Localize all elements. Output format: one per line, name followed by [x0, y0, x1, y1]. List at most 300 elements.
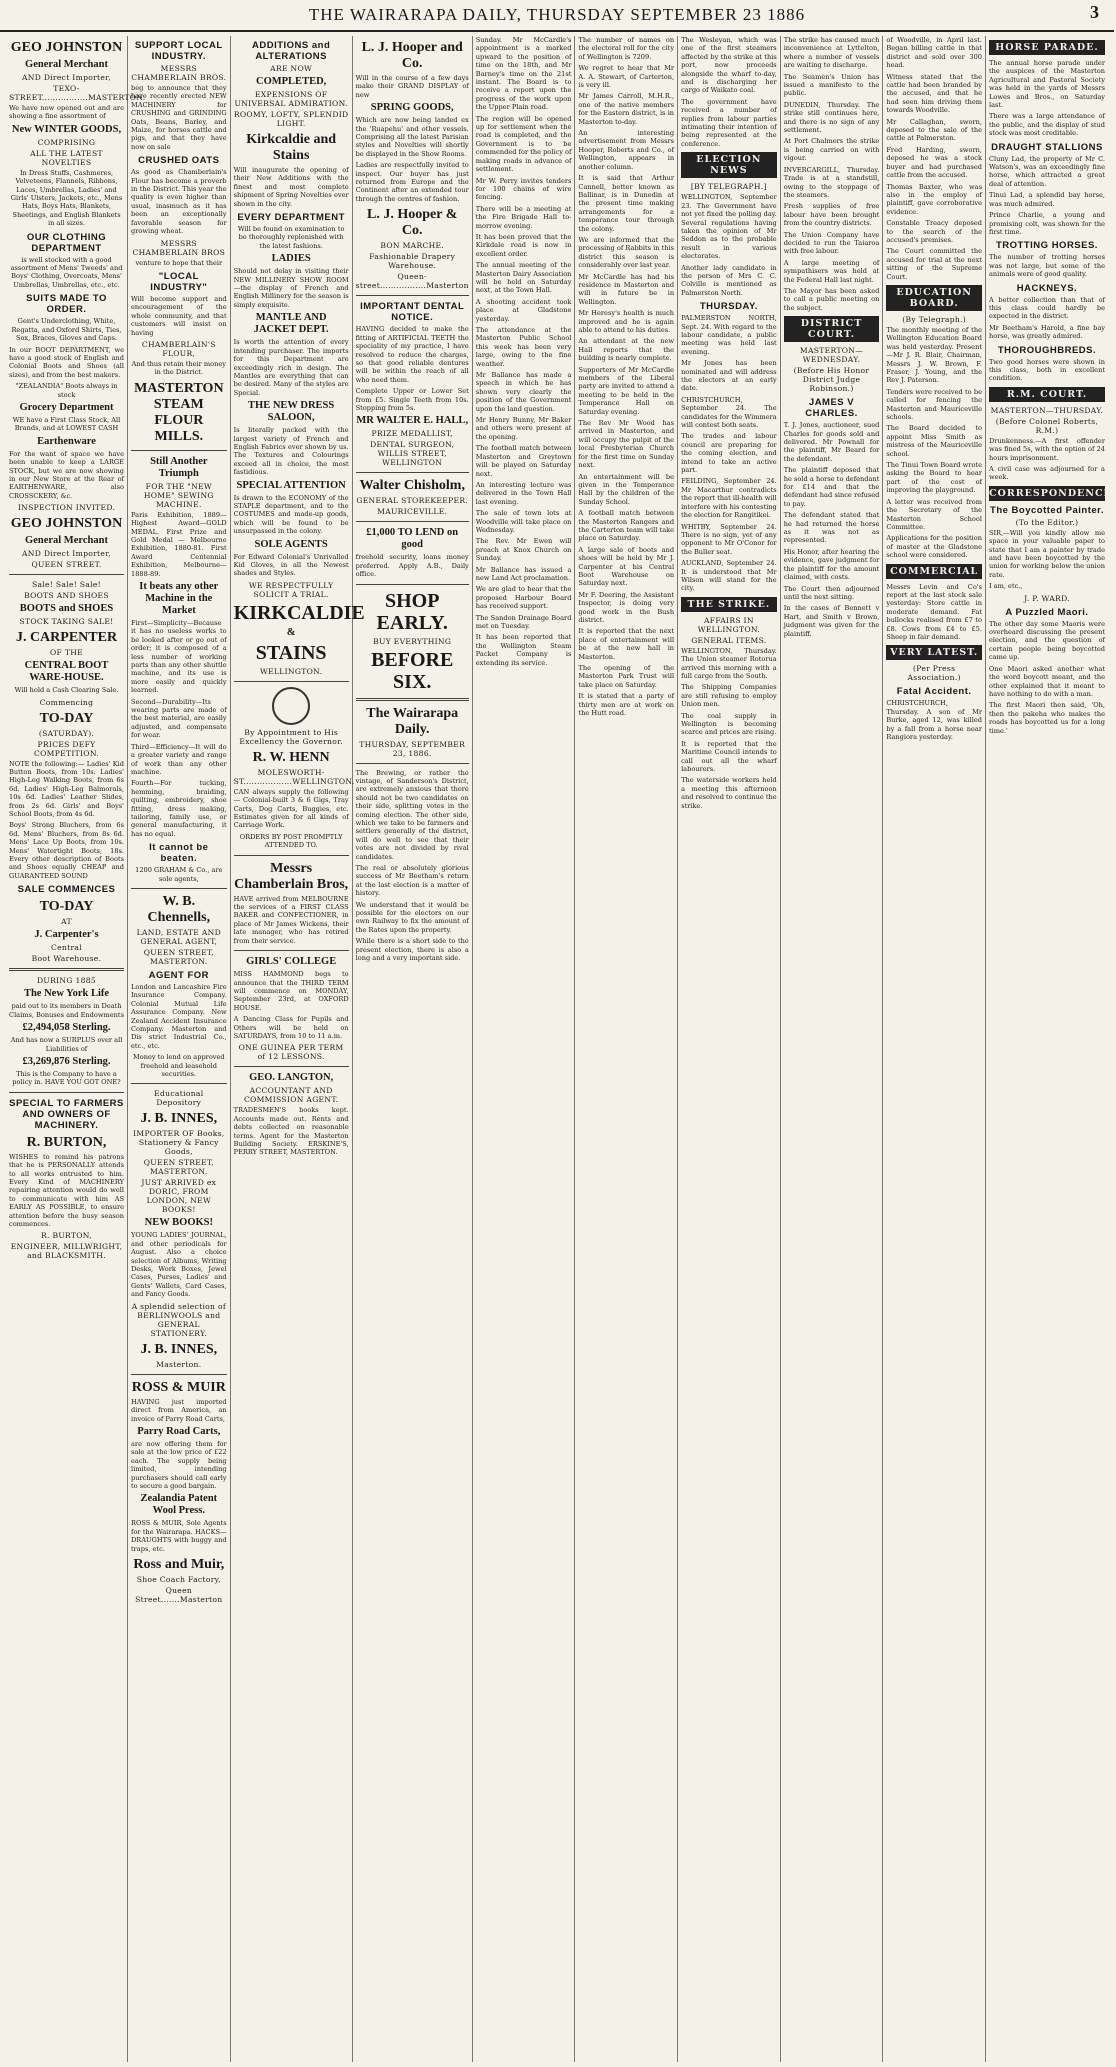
ad-label: ACCOUNTANT AND COMMISSION AGENT.	[243, 1086, 339, 1105]
ad-body: And has now a SURPLUS over all Liabilities of	[10, 1036, 123, 1053]
news-paragraph: Sunday. Mr McCardle's appointment is a marked upward to the position of time on the 18th, and Mr Barney's time on the 21st instant. The Board is to receive a report upon the progress of the work upon the Upper Plain road.	[475, 36, 572, 112]
ad-heading: J. B. INNES,	[140, 1111, 218, 1127]
ad-label: BON MARCHE.	[380, 241, 445, 251]
news-paragraph: Fred Harding, sworn, deposed he was a stock buyer and had purchased cattle from the accused.	[886, 145, 982, 180]
news-paragraph: The Court then adjourned until the next sitting.	[783, 584, 880, 601]
news-paragraph: Mr James Carroll, M.H.R., one of the native members for the Eastern district, is in Masterton to-day.	[578, 92, 675, 126]
ad-heading: It beats any other Machine in the Market	[139, 581, 219, 616]
column-5	[473, 36, 576, 2062]
ad-heading: BOOTS and SHOES	[19, 603, 114, 615]
ad-section: SUITS MADE TO ORDER.	[26, 293, 107, 316]
sub-heading: (Before His Honor District Judge Robinson.)	[793, 366, 870, 394]
ad-label: A splendid selection of BERLINWOOLS and GENERAL STATIONERY.	[131, 1301, 226, 1338]
ad-label: IMPORTER OF Books, Stationery & Fancy Goods,	[133, 1129, 225, 1157]
news-paragraph: An attendant at the new Hall reports that the building is nearly complete.	[578, 337, 675, 363]
ad-heading: £1,000 TO LEND on good	[366, 527, 459, 551]
ad-body: Which are now being landed ex the 'Ruapehu' and other vessels. Comprising all the latest Parisian styles and Novelties will shortly be displayed in the Show Rooms.	[355, 116, 469, 158]
news-paragraph: The number of names on the electoral roll for the city of Wellington is 7209.	[578, 36, 675, 61]
ad-body: Is literally packed with the largest variety of French and English Fabrics ever shown by us. The Textures and Colourings exceed all in choice, the most fastidious.	[233, 426, 349, 477]
ad-body: Gent's Underclothing, White, Regatta, and Oxford Shirts, Ties, Sox, Braces, Gloves and Caps.	[11, 317, 122, 343]
ad-section: AGENT FOR	[148, 969, 210, 981]
section-heading-commercial: COMMERCIAL	[886, 564, 982, 579]
ad-heading: TO-DAY	[39, 710, 94, 726]
section-heading-education-board: EDUCATION BOARD.	[886, 285, 982, 311]
ad-section: SUPPORT LOCAL INDUSTRY.	[134, 40, 223, 62]
ad-heading: J. B. INNES,	[140, 1341, 218, 1357]
ad-heading: ROSS & MUIR	[131, 1379, 226, 1395]
ad-section: It cannot be beaten.	[149, 842, 209, 865]
news-paragraph: The coal supply in Wellington is becoming scarce and prices are rising.	[681, 711, 777, 737]
news-paragraph: WHITBY, September 24. There is no sign, yet of any opponent to Mr O'Conor for the Buller seat.	[681, 522, 777, 556]
news-paragraph: The opening of the Masterton Park Trust will take place on Saturday.	[578, 664, 675, 689]
news-paragraph: Supporters of Mr McCardle members of the Liberal party are invited to attend a meeting to be held in the Temperance Hall on Saturday evening.	[578, 365, 675, 416]
ad-body: Will be found on examination to be thoroughly replenished with the latest fashions.	[237, 225, 345, 250]
news-paragraph: There will be a meeting at the Fire Brigade Hall to-morrow evening.	[475, 204, 572, 230]
newspaper-nameplate: The Wairarapa Daily.	[366, 705, 459, 737]
news-paragraph: It has been proved that the Kirkdale road is now in excellent order.	[475, 232, 572, 258]
ad-heading: New WINTER GOODS,	[11, 123, 122, 135]
sub-heading: A Puzzled Maori.	[1005, 606, 1089, 618]
ad-label: STOCK TAKING SALE!	[19, 617, 114, 627]
news-paragraph: WELLINGTON, September 23. The Government have not yet fixed the polling day. Several regulations having taken the opinion of Mr Seddon as to the probable result in various electorates.	[681, 193, 777, 261]
royal-arms-emblem	[272, 687, 310, 725]
news-paragraph: The attendance at the Masterton Public School this week has been very large, owing to the fine weather.	[475, 326, 572, 368]
issue-date: THURSDAY, SEPTEMBER 23, 1886.	[359, 739, 466, 758]
news-paragraph: A better collection than that of this class could hardly be expected in the district.	[988, 295, 1105, 321]
ad-label: Shoe Coach Factory,	[136, 1574, 221, 1584]
ad-label: Commencing	[39, 697, 94, 707]
article-paragraph: The real or absolutely glorious success of Mr Beetham's return at the last election is a matter of history.	[355, 864, 469, 898]
ad-body: "ZEALANDIA" Boots always in stock	[15, 382, 118, 399]
news-paragraph: The strike has caused much inconvenience at Lyttelton, where a number of vessels are waiting to discharge.	[783, 36, 880, 70]
section-heading-district-court: DISTRICT COURT.	[784, 316, 880, 342]
ad-body: Money to lend on approved freehold and leasehold securities.	[133, 1053, 225, 1079]
ad-label: ROOMY, LOFTY, SPLENDID LIGHT.	[233, 110, 349, 128]
ad-label: JUST ARRIVED ex DORIC, FROM LONDON, NEW BOOKS!	[141, 1178, 217, 1215]
ad-label: Educational Depository	[154, 1089, 204, 1108]
ad-heading: TO-DAY	[39, 899, 94, 915]
ad-body: Should not delay in visiting their NEW MILLINERY SHOW ROOM—the display of French and English Millinery for the season is simply exquisite.	[233, 267, 349, 309]
ad-label: LAND, ESTATE AND GENERAL AGENT,	[136, 927, 221, 946]
ad-label: EXPENSIONS OF UNIVERSAL ADMIRATION.	[234, 90, 348, 108]
ad-address: QUEEN STREET.	[31, 560, 102, 570]
news-paragraph: We regret to hear that Mr A. A. Stewart, of Carterton, is very ill.	[578, 64, 675, 90]
news-paragraph: An interesting advertisement from Messrs Hooper, Roberts and Co., of Wellington, appears in another column.	[578, 129, 675, 171]
ad-heading: MASTERTON STEAM FLOUR MILLS.	[134, 380, 224, 444]
ad-heading: Ross and Muir,	[133, 1556, 225, 1572]
column-2	[128, 36, 231, 2062]
news-paragraph: T. J. Jones, auctioneer, sued Charles for goods sold and delivered. Mr Pownall for the plaintiff, Mr Beard for the defendant.	[783, 421, 880, 463]
ad-label: BOOTS AND SHOES	[24, 591, 109, 601]
news-paragraph: Mr Callaghan, sworn, deposed to the sale of the cattle at Palmerston.	[886, 117, 982, 143]
news-paragraph: Mr Beetham's Harold, a fine bay horse, was greatly admired.	[988, 323, 1105, 341]
ad-label: BUY EVERYTHING	[373, 636, 452, 646]
ad-heading: STAINS	[255, 641, 327, 664]
masthead	[0, 0, 1114, 32]
sub-heading: AFFAIRS IN WELLINGTON.	[697, 615, 761, 634]
ad-heading: £3,269,876 Sterling.	[22, 1055, 111, 1067]
ad-heading: The New York Life	[23, 988, 110, 1000]
ad-heading: L. J. Hooper & Co.	[367, 207, 458, 239]
news-paragraph: The Sandon Drainage Board met on Tuesday.	[475, 613, 572, 630]
ad-heading: KIRKCALDIE	[233, 601, 365, 624]
ad-label: DURING 1885	[37, 976, 96, 986]
ad-body: YOUNG LADIES' JOURNAL, and other periodicals for August. Also a choice selection of Albums, Writing Desks, Work Boxes, Jewel Cases, Purses, Ladies' and Gents' Wallets, Card Cases, and Fancy Goods.	[131, 1231, 227, 1299]
sub-heading: MASTERTON—WEDNESDAY.	[799, 346, 864, 365]
article-paragraph: While there is a short side to the present election, there is also a long and a very important side.	[355, 937, 469, 963]
sub-heading: Fatal Accident.	[896, 686, 972, 698]
ad-heading: R. W. HENN	[252, 749, 330, 765]
ad-heading: COMPLETED,	[255, 76, 327, 87]
ad-label: QUEEN STREET, MASTERTON.	[143, 947, 214, 966]
news-paragraph: The monthly meeting of the Wellington Education Board was held yesterday. Present—Mr J. R. Blair, Chairman, Messrs J. W. Brown, F. Fraser, J. Young, and the Rev J. Paterson.	[886, 325, 982, 385]
ad-label: INSPECTION INVITED.	[17, 503, 116, 513]
ad-subheading: General Merchant	[25, 535, 108, 547]
news-paragraph: CHRISTCHURCH, Thursday. A son of Mr Burke, aged 12, was killed by a fall from a horse near Rangiora yesterday.	[886, 699, 982, 741]
news-paragraph: The Seamen's Union has issued a manifesto to the public.	[783, 72, 880, 98]
ad-body: freehold security, loans money preferred. Apply A.B., Daily office.	[355, 553, 469, 579]
ad-body: This is the Company to have a policy in. HAVE YOU GOT ONE?	[12, 1069, 121, 1087]
section-heading-rm-court: R.M. COURT.	[989, 387, 1105, 402]
ad-heading: SPECIAL ATTENTION	[236, 479, 346, 491]
news-paragraph: Mr Henry Bunny, Mr Baker and others were present at the opening.	[475, 416, 572, 441]
news-paragraph: The Rev Mr Wood has arrived in Masterton, and will occupy the pulpit of the local Presbyterian Church for the first time on Sunday next.	[578, 419, 675, 470]
ad-heading: L. J. Hooper and Co.	[361, 40, 463, 71]
ad-body: Fourth—For tucking, hemming, braiding, quilting, embroidery, shoe fitting, dress making, tailoring, family use, or general manufacturing, it has no equal.	[131, 779, 227, 838]
news-paragraph: WELLINGTON, Thursday. The Union steamer Rotorua arrived this morning with a full cargo from the South.	[681, 646, 777, 680]
ad-section: CRUSHED OATS	[138, 155, 220, 167]
news-paragraph: Thomas Baxter, who was also in the employ of plaintiff, gave corroborative evidence.	[886, 182, 982, 216]
news-paragraph: The Wesleyan, which was one of the first steamers affected by the strike at this port, now proceeds alongside the wharf to-day, and is discharging her cargo of Waikato coal.	[681, 36, 777, 95]
news-paragraph: Constable Treacy deposed to the search of the accused's premises.	[886, 219, 982, 244]
ad-label: (SATURDAY).	[38, 728, 95, 738]
news-paragraph: Messrs Levin and Co's report at the last stock sale yesterday: Store cattle in moderate demand. Fat bullocks realised from £7 to £8. Cows from £4 to £5. Sheep in fair demand.	[886, 582, 982, 641]
ad-subheading: AND Direct Importer,	[21, 73, 111, 82]
ad-label: PRICES DEFY COMPETITION.	[34, 739, 99, 758]
column-4	[353, 36, 473, 2062]
news-paragraph: An entertainment will be given in the Temperance Hall by the children of the Sunday School.	[578, 472, 675, 506]
ad-body: Is worth the attention of every intending purchaser. The imports for this Department are exceedingly rich in design. The Mantles are everything that can be desired. Many of the styles are Special.	[233, 338, 349, 397]
news-paragraph: Applications for the position of master at the Gladstone school were considered.	[886, 534, 982, 560]
news-paragraph: The Rev. Mr Ewen will preach at Knox Church on Sunday.	[475, 537, 572, 563]
ad-label: ENGINEER, MILLWRIGHT, and BLACKSMITH.	[10, 1242, 123, 1261]
news-paragraph: A large meeting of sympathisers was held at the Federal Hall last night.	[783, 258, 880, 284]
ad-body: As good as Chamberlain's Flour has become a proverb in the District. This year the quality is even higher than usual, inasmuch as it has been an exceptionally favorable season for growing wheat.	[131, 168, 227, 236]
ad-label: MAURICEVILLE.	[377, 507, 448, 517]
sub-heading: MASTERTON—THURSDAY.	[990, 405, 1104, 415]
ad-section: EVERY DEPARTMENT	[237, 212, 345, 224]
column-9	[883, 36, 986, 2062]
section-heading-election: ELECTION NEWS	[681, 152, 777, 178]
news-paragraph: In the cases of Bennett v Hart, and Smith v Brown, judgment was given for the plaintiff.	[783, 604, 880, 638]
ad-label: ONE GUINEA PER TERM of 12 LESSONS.	[238, 1043, 344, 1062]
ad-label: By Appointment to His Excellency the Governor.	[239, 727, 343, 746]
news-paragraph: Tinui Lad, a splendid bay horse, was much admired.	[988, 191, 1105, 208]
news-paragraph: Fresh supplies of free labour have been brought from the country districts.	[783, 202, 880, 228]
ad-heading: Parry Road Carts,	[137, 1425, 221, 1437]
ad-label: CHAMBERLAIN'S FLOUR,	[141, 339, 216, 358]
sub-heading: THURSDAY.	[699, 301, 758, 313]
ad-heading: SPRING GOODS,	[370, 102, 454, 114]
ad-body: HAVING decided to make the fitting of ARTIFICIAL TEETH the speciality of my practice, I have resolved to reduce the charges, so that good reliable dentures will be within the reach of all who need them.	[355, 325, 469, 384]
news-paragraph: The government have received a number of replies from labour parties intimating their intention of being represented at the conference.	[681, 97, 777, 148]
news-paragraph: There was a large attendance of the public, and the display of stud stock was most creditable.	[988, 112, 1105, 138]
ad-body: WISHES to remind his patrons that he is PERSONALLY attends to all works entrusted to him. Every Kind of MACHINERY repairing attention would do well to communicate with him AS EARLY AS POSSIBLE, to ensure attention before the busy season commences.	[9, 1152, 124, 1228]
ad-body: WE have a First Class Stock, All Brands, and at LOWEST CASH	[12, 415, 121, 433]
ad-body: 1200 GRAHAM & Co., are sole agents,	[135, 866, 223, 883]
ad-subheading: AND Direct Importer,	[21, 549, 111, 559]
column-1	[6, 36, 146, 2062]
ad-heading: Grocery Department	[19, 401, 114, 413]
ad-body: NOTE the following:— Ladies' Kid Button Boots, from 10s. Ladies' High-Leg Walking Boots, from 6s 6d. Ladies' High-Leg Balmorals, 10s 6d. Ladies' Leather Slides, from 2s 6d. Girls' and Boys' School Boots, from 4s 6d.	[9, 759, 124, 819]
news-paragraph: Mr Ballance has issued a new Land Act proclamation.	[475, 565, 572, 582]
ad-address: MOLESWORTH-ST..................WELLINGTON.	[233, 767, 355, 786]
ad-label: GENERAL STOREKEEPER.	[356, 496, 469, 506]
ad-label: Central	[51, 943, 82, 953]
news-paragraph: An interesting lecture was delivered in the Town Hall last evening.	[475, 480, 572, 506]
ad-heading: Kirkcaldie and Stains	[246, 132, 337, 163]
masthead-title: THE WAIRARAPA DAILY, THURSDAY SEPTEMBER 23 1886	[308, 5, 806, 24]
news-paragraph: of Woodville, in April last. Began billing cattle in that district and sold over 300 head.	[886, 36, 982, 70]
news-paragraph: Two good horses were shown in this class, both in excellent condition.	[988, 357, 1105, 383]
ad-label: COMPRISING	[37, 137, 96, 147]
ad-label: ALL THE LATEST NOVELTIES	[30, 148, 103, 167]
ad-heading: GEO JOHNSTON	[10, 40, 123, 55]
news-paragraph: SIR,—Will you kindly allow me space in your valuable paper to state that I am a painter by trade and have been boycotted by the union for working below the union rate.	[988, 528, 1105, 579]
ad-heading: &	[286, 626, 296, 638]
news-paragraph: The annual horse parade under the auspices of the Masterton Agricultural and Pastoral Society was held in the yards of Messrs Lowes and Bros., on Saturday last.	[988, 59, 1105, 110]
news-paragraph: PALMERSTON NORTH, Sept. 24. With regard to the labour candidate, a public meeting was held last evening.	[681, 314, 777, 356]
ad-body: are now offering them for sale at the low price of £22 each. The supply being limited, intending purchasers should call early to secure a good bargain.	[131, 1439, 227, 1490]
ad-body: Paris Exhibition, 1889—Highest Award—GOLD MEDAL. First Prize and Gold Medal — Melbourne Exhibition, 1880-81. First Award Centennial Exhibition, Melbourne—1888-89.	[131, 510, 227, 578]
news-paragraph: Witness stated that the cattle had been branded by the accused, and that he had seen him driving them towards Woodville.	[886, 72, 982, 115]
section-heading-very-latest: VERY LATEST.	[886, 645, 982, 660]
news-paragraph: AUCKLAND, September 24. It is understood that Mr Wilson will stand for the city.	[681, 559, 777, 593]
news-paragraph: Mr Heresy's health is much improved and he is again able to attend to his duties.	[578, 309, 675, 334]
ad-section: IMPORTANT DENTAL NOTICE.	[360, 301, 465, 324]
ad-body: London and Lancashire Fire Insurance Company. Colonial Mutual Life Assurance Company. New Zealand Accident Insurance Company. Masterton and Dis strict Industrial Co., etc., etc.	[131, 982, 227, 1050]
news-paragraph: The football match between Masterton and Greytown will be played on Saturday next.	[475, 444, 572, 478]
news-paragraph: The waterside workers held a meeting this afternoon and resolved to continue the strike.	[681, 776, 777, 810]
ad-heading: LADIES	[271, 253, 311, 265]
news-paragraph: A football match between the Masterton Rangers and the Carterton team will take place on Saturday.	[578, 509, 675, 543]
news-paragraph: The plaintiff deposed that he sold a horse to defendant for £14 and that the defendant had since refused to pay.	[783, 466, 880, 508]
ad-heading: SHOP EARLY.	[376, 589, 448, 634]
news-paragraph: The defendant stated that he had returned the horse as it was not as represented.	[783, 511, 880, 545]
ad-body: Boys' Strong Bluchers, from 6s 6d. Mens' Bluchers, from 8s 6d. Mens' Lace Up Boots, from 10s. Mens' Watertight Boots, 18s. Every other description of Boots and Shoes equally CHEAP and GUARANTEED SOUND	[9, 821, 124, 880]
column-8	[781, 36, 884, 2062]
news-paragraph: I am, etc.,	[988, 582, 1023, 591]
ad-label: ARE NOW	[270, 64, 313, 73]
news-paragraph: FEILDING, September 24. Mr Macarthur contradicts the report that ill-health will interfere with his contesting the election for Rangitikei.	[681, 477, 777, 520]
ad-body: is well stocked with a good assortment of Mens' Tweeds' and Boys' Clothing, Overcoats, Mens' Umbrellas, Umbrellas, etc., etc.	[10, 255, 123, 289]
news-paragraph: Drunkenness.—A first offender was fined 5s, with the option of 24 hours imprisonment.	[988, 436, 1105, 462]
ad-section: OUR CLOTHING DEPARTMENT	[26, 231, 107, 254]
ad-heading: NEW BOOKS!	[144, 1217, 213, 1229]
ad-heading: CENTRAL BOOT WARE-HOUSE.	[24, 660, 109, 684]
ad-label: WELLINGTON.	[259, 666, 323, 676]
ad-heading: Earthenware	[37, 435, 96, 447]
ad-body: A Dancing Class for Pupils and Others will be held on SATURDAYS, from 10 to 11 a.m.	[233, 1015, 349, 1040]
news-paragraph: The Union Company have decided to run the Taiaroa with free labour.	[783, 230, 880, 256]
ad-body: Will hold a Cash Clearing Sale.	[14, 686, 119, 695]
news-paragraph: The Shipping Companies are still refusing to employ Union men.	[681, 683, 777, 709]
ad-body: Will in the course of a few days make their GRAND DISPLAY of new	[355, 74, 469, 99]
sub-heading: HACKNEYS.	[1016, 282, 1078, 294]
ad-body: Will inaugurate the opening of their New Additions with the finest and most complete shipment of Spring Novelties ever shown in the city.	[233, 166, 349, 208]
ad-body: For the want of space we have been unable to keep a LARGE STOCK, but we are now showing in our New Store at the Rear of EARTHENWARE, also CROSSCKERY, &c.	[9, 449, 124, 500]
dateline: [BY TELEGRAPH.]	[690, 182, 767, 192]
ad-body: HAVE arrived from MELBOURNE the services of a FIRST CLASS BAKER and CONFECTIONER, in place of Mr James Wickens, their late manager, who has retired from their service.	[233, 894, 349, 945]
ad-heading: Messrs Chamberlain Bros,	[234, 860, 349, 892]
ad-body: In our BOOT DEPARTMENT, we have a good stock of English and Colonial Boots and Shoes (all sizes), and from the best makers.	[9, 345, 124, 379]
news-paragraph: The Mayor has been asked to call a public meeting on the subject.	[783, 286, 880, 312]
ad-body: venture to hope that their	[135, 258, 223, 267]
ad-label: MESSRS CHAMBERLAIN BROS	[132, 238, 226, 257]
news-paragraph: It is said that Arthur Cannell, better known as Ballinar, is in Dunedin at the present time making arrangements for a temperance tour through the colony.	[578, 174, 675, 233]
sub-heading: TROTTING HORSES.	[996, 240, 1098, 252]
article-paragraph: The Brewing, or rather the vintage, of Sanderson's District, are extremely anxious that there should not be two candidates on their side, splitting votes in the coming election. The other side, which we take to be farmers and settlers generally of the district, will do well to see that their votes are not divided by rival candidates.	[355, 768, 469, 861]
ad-body: beg to announce that they have recently erected NEW MACHINERY for CRUSHING and GRINDING Oats, Beans, Barley, and Maize, for horses cattle and pigs, and that they have now on sale	[131, 84, 227, 151]
ad-heading: THE NEW DRESS SALOON,	[248, 400, 335, 424]
ad-body: Second—Durability—Its wearing parts are made of the best material, are easily adjusted, and compensate for wear.	[131, 697, 227, 740]
news-paragraph: The first Maori then said, 'Oh, then the pakeha who makes the roads has boycotted us for a long time.'	[988, 701, 1105, 735]
news-paragraph: The region will be opened up for settlement when the road is completed, and the Government is to be commended for the policy of making roads in advance of settlement.	[475, 114, 572, 174]
ad-heading: MR WALTER E. HALL,	[356, 415, 469, 427]
news-paragraph: It is reported that the Maritime Council intends to call out all the wharf labourers.	[681, 739, 777, 774]
news-paragraph: Mr F. Deering, the Assistant Inspector, is doing very good work in the Bush district.	[578, 590, 675, 624]
news-paragraph: A civil case was adjourned for a week.	[988, 465, 1105, 482]
columns	[6, 36, 1116, 2062]
ad-label: Sale! Sale! Sale!	[31, 580, 102, 590]
ad-heading: Zealandia Patent Wool Press.	[140, 1493, 218, 1517]
news-paragraph: The Board decided to appoint Miss Smith as mistress of the Mauriceville school.	[886, 424, 982, 458]
ad-body: HAVING just imported direct from America, an invoice of Parry Road Carts,	[131, 1397, 227, 1423]
sub-heading: (To the Editor.)	[1015, 517, 1079, 527]
news-paragraph: Mr Jones has been nominated and will address the electors at an early date.	[681, 359, 777, 393]
news-paragraph: DUNEDIN, Thursday. The strike still continues here, and there is no sign of any settlement.	[783, 100, 880, 135]
ad-label: WE RESPECTFULLY SOLICIT A TRIAL.	[248, 580, 334, 599]
dateline: (By Telegraph.)	[902, 314, 967, 324]
news-paragraph: The number of trotting horses was not large, but some of the animals were of good quality.	[988, 253, 1105, 279]
ad-body: CAN always supply the following — Colonial-built 3 & 6 Gigs, Tray Carts, Dog Carts, Buggies, etc. Estimates given for all kinds of Carriage Work.	[233, 787, 349, 830]
news-paragraph: It is stated that a party of thirty men are at work on the Hutt road.	[578, 692, 675, 718]
ad-label: Boot Warehouse.	[31, 954, 102, 964]
section-heading-horse-parade: HORSE PARADE.	[989, 40, 1105, 55]
ad-body: Complete Upper or Lower Set from £5. Single Teeth from 10s. Stopping from 5s.	[355, 387, 469, 412]
ad-label: R. BURTON,	[41, 1231, 92, 1241]
ad-body: Ladies are respectfully invited to inspect. Our buyer has just returned from Europe and the Continent after an extended tour through the centres of fashion.	[355, 161, 469, 203]
news-paragraph: CHRISTCHURCH, September 24. The candidates for the Wimmera will contest both seats.	[681, 395, 777, 430]
ad-label: Queen Street.......Masterton	[135, 1585, 223, 1604]
section-heading-correspondence: CORRESPONDENCE.	[988, 487, 1116, 499]
ad-heading: GIRLS' COLLEGE	[246, 956, 337, 968]
news-paragraph: Mr W. Perry invites tenders for 100 chains of wire fencing.	[475, 176, 572, 202]
ad-label: PRIZE MEDALLIST,	[371, 429, 453, 439]
ad-body: TRADESMEN'S books kept. Accounts made out. Rents and debts collected on reasonable terms. Agent for the Masterton Building Society. ERSKINE'S, PERRY STREET, MASTERTON.	[233, 1106, 349, 1157]
column-10	[986, 36, 1116, 2062]
ad-body: Third—Efficiency—It will do a greater variety and range of work than any other machine.	[131, 742, 227, 776]
ad-body: We have now opened out and are showing a fine assortment of	[9, 104, 124, 121]
ad-label: QUEEN STREET, MASTERTON.	[143, 1158, 214, 1177]
ad-label: Fashionable Drapery Warehouse.	[369, 252, 456, 271]
ad-body: Will become support and encouragement of the whole community, and that customers will insist on having	[131, 294, 227, 337]
ad-heading: GEO. LANGTON,	[249, 1072, 334, 1084]
ad-heading: R. BURTON,	[26, 1134, 107, 1150]
news-paragraph: Prince Charlie, a young and promising colt, was shown for the first time.	[988, 211, 1105, 236]
news-paragraph: At Port Chalmers the strike is being carried on with vigour.	[783, 137, 880, 163]
news-paragraph: We are glad to hear that the proposed Harbour Board has received support.	[475, 585, 572, 611]
news-paragraph: It is reported that the next place of entertainment will be at the new hall in Masterton.	[578, 627, 675, 661]
news-paragraph: It has been reported that the Wellington Steam Packet Company is extending its service.	[475, 633, 572, 667]
ad-body: And thus retain their money in the District.	[131, 359, 226, 377]
sub-heading: DRAUGHT STALLIONS	[991, 141, 1103, 153]
news-paragraph: A shooting accident took place at Gladstone yesterday.	[475, 297, 572, 323]
news-paragraph: Mr McCardle has had his residence in Masterton and will in future be in Wellington.	[578, 272, 675, 306]
ad-section: SPECIAL TO FARMERS AND OWNERS OF MACHINERY.	[9, 1097, 124, 1131]
ad-heading: £2,494,058 Sterling.	[22, 1022, 111, 1034]
ad-label: DENTAL SURGEON, WILLIS STREET, WELLINGTON	[370, 440, 455, 468]
ad-body: Is drawn to the ECONOMY of the STAPLE department, and to the COSTUMES and made-up goods, which will be found to be unsurpassed in the colony.	[233, 493, 349, 536]
ad-heading: J. Carpenter's	[34, 929, 99, 941]
ad-section: SALE COMMENCES	[17, 884, 116, 896]
ad-body: ORDERS BY POST PROMPTLY ATTENDED TO.	[239, 832, 343, 850]
column-3	[231, 36, 365, 2062]
ad-body: paid out to its members in Death Claims, Bonuses and Endowments	[9, 1002, 124, 1019]
ad-heading: SOLE AGENTS	[254, 538, 328, 550]
ad-label: FOR THE "NEW HOME" SEWING MACHINE.	[143, 481, 214, 509]
news-paragraph: Tenders were received to be called for fencing the Masterton and Mauriceville schools.	[886, 387, 982, 422]
news-paragraph: Cluny Lad, the property of Mr C. Watson's, was an exceedingly fine horse, which attracted a great deal of attention.	[988, 154, 1105, 188]
ad-heading: Walter Chisholm,	[359, 478, 465, 494]
news-paragraph: Mr Ballance has made a speech in which he has shown very clearly the position of the Government upon the land question.	[475, 371, 572, 413]
ad-heading: W. B. Chennells,	[147, 893, 211, 925]
ad-address: TEXO-STREET.................MASTERTON.	[9, 84, 146, 102]
news-paragraph: The Court committed the accused for trial at the next sitting of the Supreme Court.	[886, 247, 982, 281]
case-heading: JAMES V CHARLES.	[805, 397, 858, 420]
ad-heading: BEFORE SIX.	[371, 648, 454, 693]
sub-heading: THOROUGHBREDS.	[997, 344, 1097, 356]
ad-address: Queen-street.................Masterton	[355, 272, 469, 291]
ad-label: AT	[61, 917, 72, 927]
news-paragraph: The Tinui Town Board wrote asking the Board to hear part of the cost of improving the playground.	[886, 461, 982, 495]
ad-body: MISS HAMMOND begs to announce that the THIRD TERM will commence on MONDAY, September 23rd, at OXFORD HOUSE.	[233, 970, 349, 1012]
news-paragraph: A letter was received from the Secretary of the Masterton School Committee.	[886, 497, 982, 531]
ad-section: ADDITIONS and ALTERATIONS	[252, 40, 331, 62]
ad-heading: MANTLE AND JACKET DEPT.	[253, 312, 329, 336]
news-paragraph: The annual meeting of the Masterton Dairy Association will be held on Saturday next, at the Town Hall.	[475, 261, 572, 295]
sub-heading: GENERAL ITEMS.	[691, 635, 767, 645]
ad-heading: GEO JOHNSTON	[10, 516, 123, 532]
news-paragraph: The sale of town lots at Woodville will take place on Wednesday.	[475, 509, 572, 534]
sub-heading: The Boycotted Painter.	[990, 504, 1104, 516]
page-number: 3	[1090, 2, 1100, 22]
news-paragraph: Another lady candidate in the person of Mrs C. C. Colville is mentioned as Palmerston North.	[681, 263, 777, 297]
ad-body: ROSS & MUIR, Sole Agents for the Wairarapa. HACKS—DRAUGHTS with buggy and traps, etc.	[131, 1519, 227, 1553]
signature: J. P. WARD.	[1024, 593, 1070, 603]
ad-subheading: General Merchant	[25, 59, 108, 70]
article-paragraph: We understand that it would be possible for the electors on our own Railway to fix the amount of the Rates upon the property.	[355, 900, 469, 934]
ad-label: Masterton.	[156, 1359, 202, 1369]
news-paragraph: INVERCARGILL, Thursday. Trade is at a standstill, owing to the stoppage of the steamers.	[783, 165, 880, 199]
section-heading-strike: THE STRIKE.	[681, 597, 777, 612]
news-paragraph: His Honor, after hearing the evidence, gave judgment for the plaintiff for the amount claimed, with costs.	[783, 547, 880, 582]
news-paragraph: A large sale of boots and shoes will be held by Mr J. Carpenter at his Central Boot Warehouse on Saturday next.	[578, 545, 675, 588]
ad-body: First—Simplicity—Because it has no useless works to be looked after or go out of order; it is composed of a less number of working parts than any other shuttle machine, and its use is more easily and quickly learned.	[131, 619, 227, 695]
column-7	[678, 36, 781, 2062]
column-6	[575, 36, 678, 2062]
ad-section: "LOCAL INDUSTRY"	[150, 270, 208, 293]
